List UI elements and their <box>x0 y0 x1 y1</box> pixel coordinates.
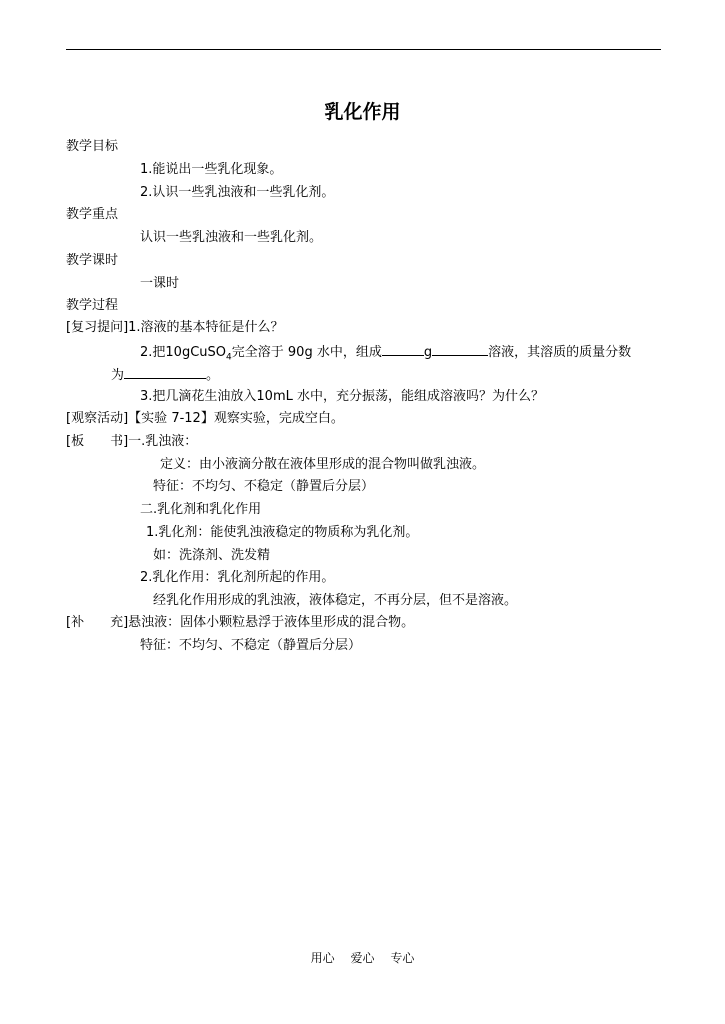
review-line <box>66 320 284 336</box>
board-heading-2: 二.乳化剂和乳化作用 <box>140 502 262 517</box>
answer-blank-fraction[interactable] <box>124 366 206 379</box>
observe-tag: [观察活动] <box>66 411 129 426</box>
board-heading-1: 一.乳浊液： <box>128 434 198 449</box>
board-line <box>66 434 197 450</box>
emulsion-features: 特征：不均匀、不稳定（静置后分层） <box>153 479 375 494</box>
board-tag: [板 书] <box>66 434 129 449</box>
header-rule <box>66 49 661 50</box>
emulsification-definition: 2.乳化作用：乳化剂所起的作用。 <box>140 570 335 585</box>
suspension-features: 特征：不均匀、不稳定（静置后分层） <box>140 638 362 653</box>
emulsifier-definition: 1.乳化剂：能使乳浊液稳定的物质称为乳化剂。 <box>146 525 419 540</box>
supplement-tag: [补 充] <box>66 615 129 630</box>
goals-heading: 教学目标 <box>66 139 119 154</box>
hours-heading: 教学课时 <box>66 253 119 268</box>
process-heading: 教学过程 <box>66 298 119 313</box>
review-question-1: 1.溶液的基本特征是什么？ <box>128 320 284 335</box>
emulsion-definition: 定义：由小液滴分散在液体里形成的混合物叫做乳浊液。 <box>160 457 486 472</box>
footer-word-1: 用心 <box>310 951 335 965</box>
review-question-2: 2.把10gCuSO$_4$完全溶于 90g 水中，组成 g 溶液，其溶质的质量分数 <box>140 345 632 363</box>
page-footer <box>0 950 725 966</box>
answer-blank-solution[interactable] <box>432 343 488 356</box>
review-question-2-cont: 为 。 <box>111 368 220 383</box>
answer-blank-mass[interactable] <box>382 343 424 356</box>
footer-word-2: 爱心 <box>350 951 375 965</box>
focus-heading: 教学重点 <box>66 207 119 222</box>
hours-text: 一课时 <box>140 276 180 291</box>
review-tag: [复习提问] <box>66 320 129 335</box>
emulsifier-examples: 如：洗涤剂、洗发精 <box>153 548 271 563</box>
focus-text: 认识一些乳浊液和一些乳化剂。 <box>140 230 323 245</box>
formula: 10gCuSO$_4$ <box>165 345 232 363</box>
footer-word-3: 专心 <box>390 951 415 965</box>
goal-2: 2.认识一些乳浊液和一些乳化剂。 <box>140 185 335 200</box>
goal-1: 1.能说出一些乳化现象。 <box>140 162 283 177</box>
emulsification-note: 经乳化作用形成的乳浊液，液体稳定，不再分层，但不是溶液。 <box>153 593 518 608</box>
supplement-line <box>66 615 414 631</box>
suspension-definition: 悬浊液：固体小颗粒悬浮于液体里形成的混合物。 <box>128 615 415 630</box>
review-question-3: 3.把几滴花生油放入10mL 水中，充分振荡，能组成溶液吗？为什么？ <box>140 389 545 404</box>
observe-line: [观察活动]【实验 7-12】观察实验，完成空白。 <box>66 411 344 426</box>
page-title: 乳化作用 <box>324 101 401 123</box>
